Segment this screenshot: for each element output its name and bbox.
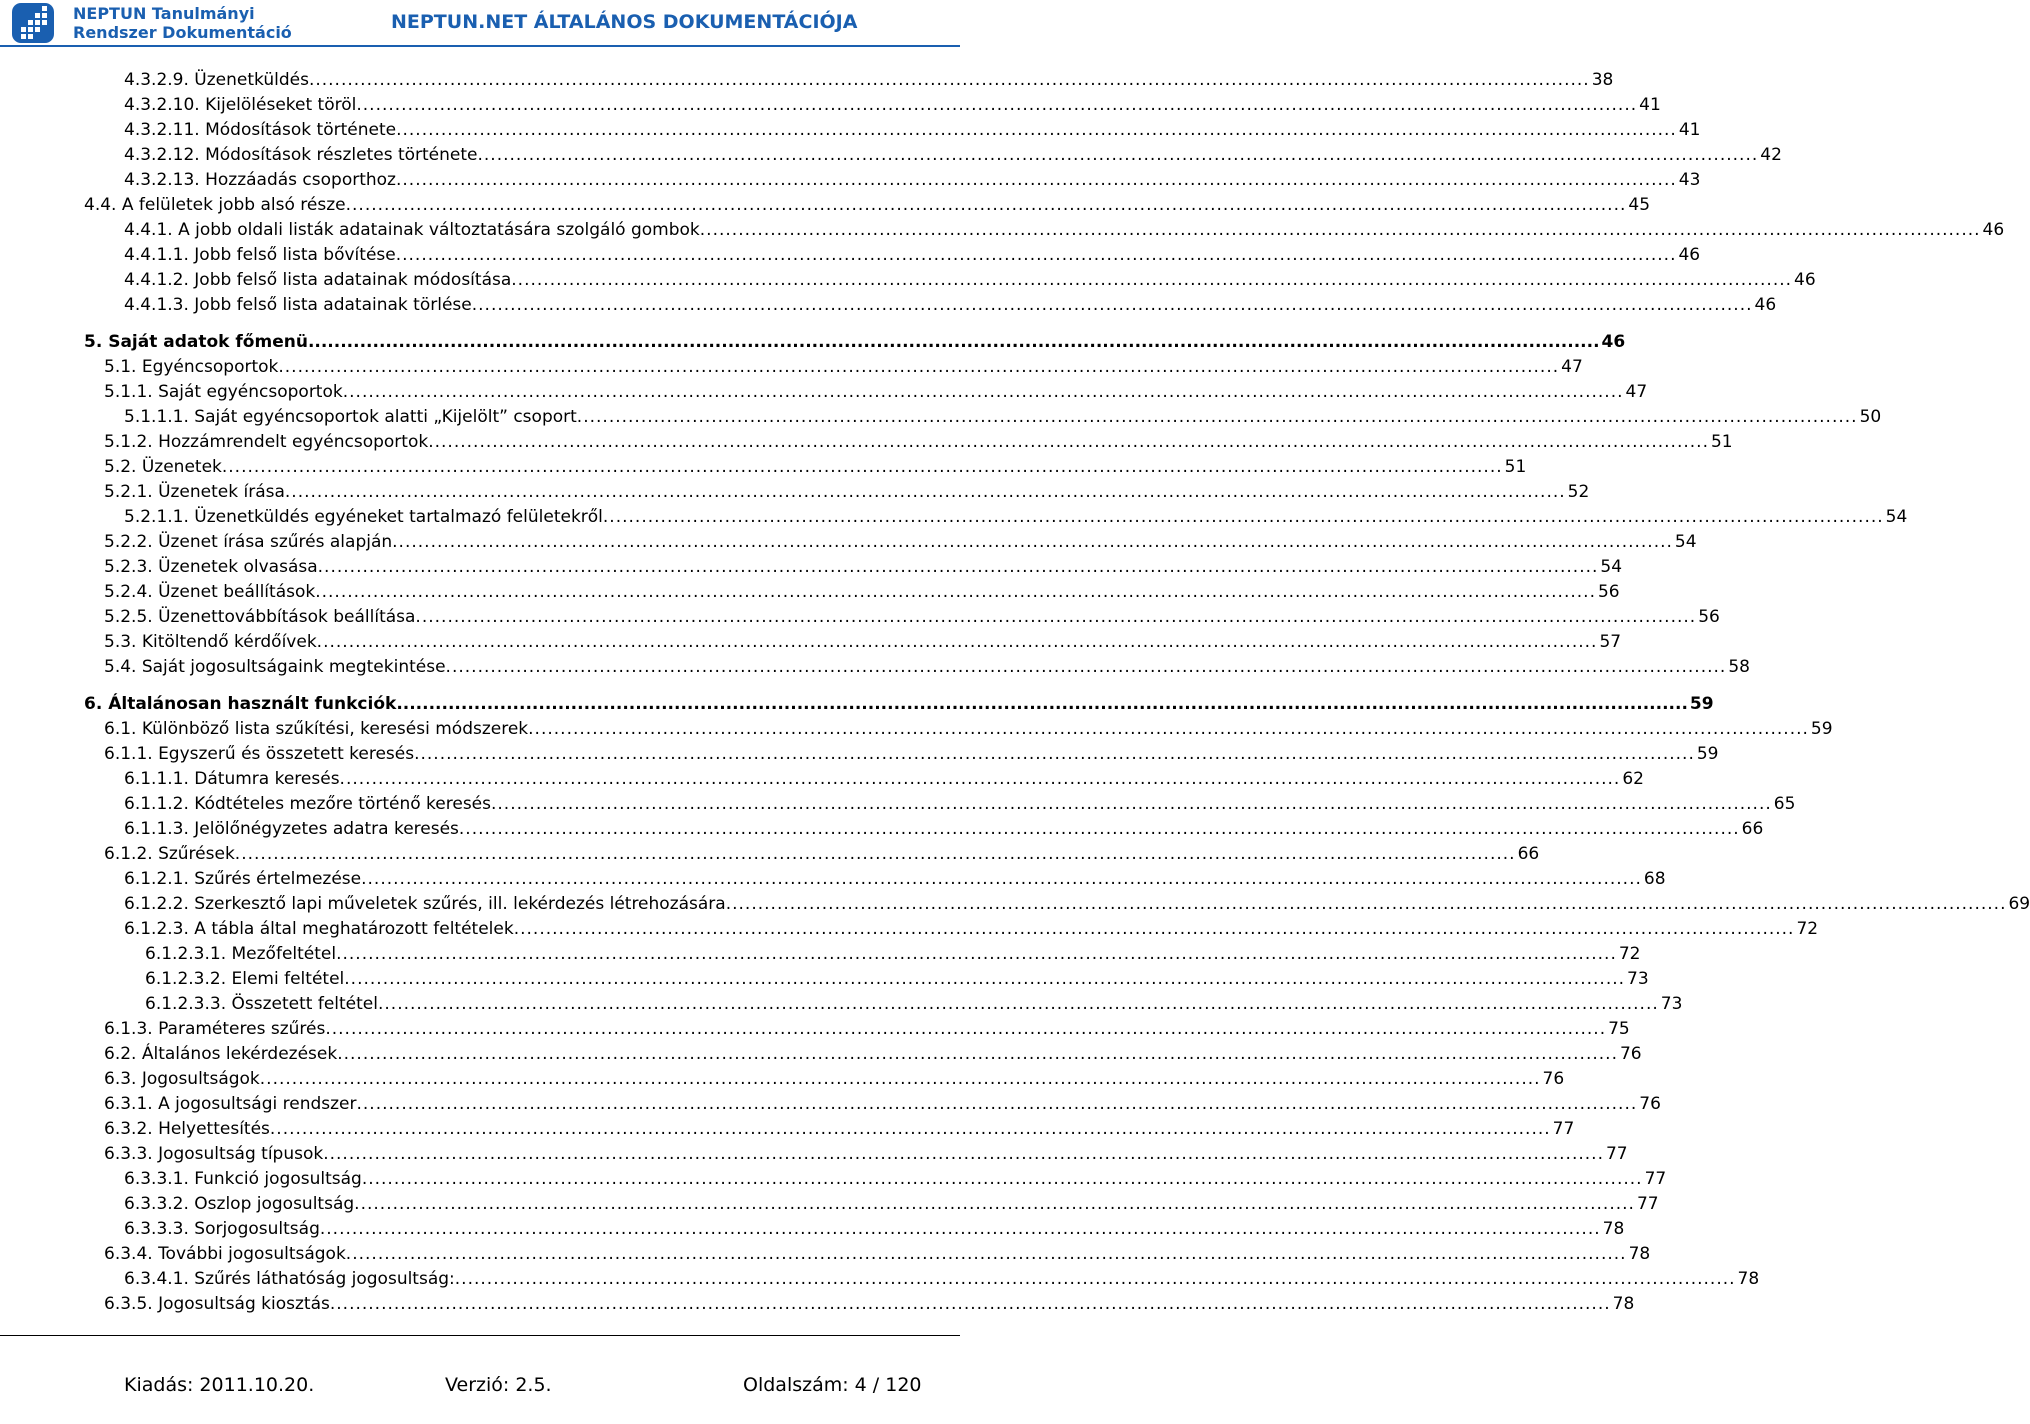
brand-line-2: Rendszer Dokumentáció [73,23,292,42]
footer-page-count: Oldalszám: 4 / 120 [743,1374,922,1396]
toc-entry[interactable] [104,430,1733,454]
toc-entry-page: 52 [1567,482,1590,502]
toc-entry-page: 54 [1600,557,1623,577]
toc-entry-label: 5. Saját adatok főmenü [84,332,308,352]
toc-entry[interactable] [124,867,1666,891]
toc-entry[interactable] [104,1042,1642,1066]
toc-entry-label: 5.3. Kitöltendő kérdőívek [104,632,317,652]
toc-entry[interactable] [124,817,1764,841]
toc-dot-leader: ........................................................................................................................................................................................................ [234,844,1516,864]
toc-entry[interactable] [145,942,1641,966]
toc-entry[interactable] [104,1292,1635,1316]
toc-dot-leader: ........................................................................................................................................................................................................ [339,769,1621,789]
toc-entry-label: 4.4.1.1. Jobb felső lista bővítése [124,245,396,265]
toc-entry[interactable] [104,530,1697,554]
toc-entry-label: 5.1.1.1. Saját egyéncsoportok alatti „Kijelölt” csoport [124,407,577,427]
toc-entry[interactable] [104,1067,1565,1091]
brand-title [73,4,292,42]
toc-dot-leader: ........................................................................................................................................................................................................ [513,919,1795,939]
toc-entry-label: 5.2.2. Üzenet írása szűrés alapján [104,532,393,552]
toc-entry-page: 51 [1504,457,1527,477]
toc-entry-label: 5.2.1. Üzenetek írása [104,482,285,502]
toc-entry[interactable] [124,1167,1667,1191]
toc-entry-label: 6.3. Jogosultságok [104,1069,260,1089]
toc-dot-leader: ........................................................................................................................................................................................................ [356,95,1638,115]
toc-dot-leader: ........................................................................................................................................................................................................ [269,1119,1551,1139]
toc-entry-page: 68 [1643,869,1666,889]
toc-entry-label: 4.3.2.11. Módosítások története [124,120,397,140]
toc-entry[interactable] [104,1017,1630,1041]
toc-entry-page: 47 [1625,382,1648,402]
toc-dot-leader: ........................................................................................................................................................................................................ [377,994,1659,1014]
toc-entry-label: 6.1.1. Egyszerű és összetett keresés [104,744,415,764]
toc-dot-leader: ........................................................................................................................................................................................................ [325,1019,1607,1039]
toc-entry-label: 5.1.1. Saját egyéncsoportok [104,382,343,402]
toc-entry-label: 4.4. A felületek jobb alsó része [84,195,346,215]
toc-dot-leader: ........................................................................................................................................................................................................ [344,969,1626,989]
toc-entry-page: 75 [1608,1019,1630,1039]
toc-entry-page: 47 [1561,357,1583,377]
toc-entry-label: 5.2. Üzenetek [104,457,222,477]
toc-entry-page: 77 [1644,1169,1667,1189]
toc-entry-page: 78 [1602,1219,1625,1239]
toc-entry-label: 6.1.2.3. A tábla által meghatározott feltételek [124,919,514,939]
toc-entry[interactable] [124,405,1882,429]
toc-entry-page: 54 [1674,532,1697,552]
toc-entry-label: 6.3.3.1. Funkció jogosultság [124,1169,362,1189]
toc-entry-label: 6.1.1.3. Jelölőnégyzetes adatra keresés [124,819,459,839]
toc-dot-leader: ........................................................................................................................................................................................................ [576,407,1858,427]
toc-entry[interactable] [104,1117,1575,1141]
toc-entry[interactable] [104,1142,1628,1166]
document-title: NEPTUN.NET ÁLTALÁNOS DOKUMENTÁCIÓJA [391,11,858,33]
toc-entry[interactable] [124,68,1614,92]
toc-entry-label: 6.3.4. További jogosultságok [104,1244,346,1264]
toc-entry-page: 78 [1628,1244,1651,1264]
toc-entry-label: 6.3.3.3. Sorjogosultság [124,1219,320,1239]
toc-entry-page: 46 [1601,332,1626,352]
toc-entry-page: 77 [1605,1144,1628,1164]
toc-entry[interactable] [104,842,1540,866]
toc-entry-label: 4.3.2.10. Kijelöléseket töröl [124,95,357,115]
toc-dot-leader: ........................................................................................................................................................................................................ [725,894,2007,914]
toc-entry-page: 56 [1597,582,1620,602]
toc-entry-page: 77 [1552,1119,1575,1139]
toc-entry-page: 73 [1660,994,1683,1014]
toc-entry[interactable] [124,293,1777,317]
toc-entry-label: 6.1.2.2. Szerkesztő lapi műveletek szűrés, ill. lekérdezés létrehozására [124,894,726,914]
toc-entry[interactable] [124,505,1908,529]
toc-dot-leader: ........................................................................................................................................................................................................ [342,382,1624,402]
toc-dot-leader: ........................................................................................................................................................................................................ [395,245,1677,265]
toc-entry[interactable] [124,243,1701,267]
toc-entry-label: 6.3.1. A jogosultsági rendszer [104,1094,357,1114]
toc-entry-label: 5.2.4. Üzenet beállítások [104,582,316,602]
toc-entry-page: 62 [1622,769,1644,789]
toc-entry-page: 59 [1689,694,1714,714]
toc-dot-leader: ........................................................................................................................................................................................................ [602,507,1884,527]
toc-entry-page: 46 [1794,270,1816,290]
toc-entry-page: 59 [1696,744,1719,764]
toc-entry[interactable] [104,630,1622,654]
toc-dot-leader: ........................................................................................................................................................................................................ [345,1244,1627,1264]
toc-entry-page: 54 [1885,507,1908,527]
toc-dot-leader: ........................................................................................................................................................................................................ [392,532,1673,552]
footer-divider [0,1335,960,1336]
toc-entry[interactable] [124,93,1661,117]
toc-dot-leader: ........................................................................................................................................................................................................ [354,1194,1635,1214]
toc-entry-page: 50 [1859,407,1882,427]
toc-entry-label: 5.2.1.1. Üzenetküldés egyéneket tartalmazó felületekről [124,507,603,527]
toc-dot-leader: ........................................................................................................................................................................................................ [316,632,1598,652]
toc-entry[interactable] [145,992,1683,1016]
toc-entry-label: 6.1.1.2. Kódtételes mezőre történő keresés [124,794,491,814]
toc-entry-label: 6.1.2.3.3. Összetett feltétel [145,994,378,1014]
toc-entry[interactable] [104,455,1527,479]
toc-entry-page: 59 [1810,719,1833,739]
toc-dot-leader: ........................................................................................................................................................................................................ [491,794,1772,814]
toc-entry-label: 6.3.4.1. Szűrés láthatóság jogosultság: [124,1269,455,1289]
toc-entry-label: 6.1.2.1. Szűrés értelmezése [124,869,362,889]
toc-entry[interactable] [84,692,1714,716]
toc-dot-leader: ........................................................................................................................................................................................................ [528,719,1809,739]
toc-dot-leader: ........................................................................................................................................................................................................ [458,819,1740,839]
toc-dot-leader: ........................................................................................................................................................................................................ [361,1169,1643,1189]
toc-dot-leader: ........................................................................................................................................................................................................ [337,1044,1618,1064]
toc-entry-label: 5.2.5. Üzenettovábbítások beállítása [104,607,416,627]
toc-entry-label: 5.2.3. Üzenetek olvasása [104,557,318,577]
toc-entry-label: 5.1.2. Hozzámrendelt egyéncsoportok [104,432,429,452]
toc-entry[interactable] [124,1217,1625,1241]
toc-entry-page: 77 [1636,1194,1659,1214]
toc-entry[interactable] [124,1267,1760,1291]
toc-entry-page: 58 [1728,657,1750,677]
toc-dot-leader: ........................................................................................................................................................................................................ [361,869,1642,889]
toc-dot-leader: ........................................................................................................................................................................................................ [315,582,1596,602]
toc-entry-page: 78 [1612,1294,1635,1314]
page-header [0,0,960,47]
toc-dot-leader: ........................................................................................................................................................................................................ [396,120,1677,140]
toc-dot-leader: ........................................................................................................................................................................................................ [395,170,1677,190]
toc-entry[interactable] [104,605,1720,629]
toc-dot-leader: ........................................................................................................................................................................................................ [477,145,1759,165]
toc-entry[interactable] [124,218,2005,242]
toc-entry-page: 41 [1678,120,1701,140]
header-divider [0,45,960,47]
toc-entry-label: 6.2. Általános lekérdezések [104,1044,338,1064]
toc-entry-page: 76 [1639,1094,1661,1114]
toc-dot-leader: ........................................................................................................................................................................................................ [396,694,1688,714]
toc-entry-page: 56 [1698,607,1720,627]
toc-dot-leader: ........................................................................................................................................................................................................ [699,220,1981,240]
toc-dot-leader: ........................................................................................................................................................................................................ [221,457,1503,477]
toc-entry-page: 65 [1773,794,1796,814]
footer-issue-date: Kiadás: 2011.10.20. [124,1374,315,1396]
toc-entry[interactable] [104,380,1648,404]
toc-dot-leader: ........................................................................................................................................................................................................ [323,1144,1604,1164]
toc-entry-page: 46 [1754,295,1777,315]
toc-entry[interactable] [104,742,1719,766]
toc-dot-leader: ........................................................................................................................................................................................................ [329,1294,1611,1314]
toc-entry-page: 66 [1517,844,1540,864]
toc-entry[interactable] [104,480,1590,504]
toc-entry[interactable] [124,168,1701,192]
toc-entry[interactable] [124,268,1816,292]
toc-entry-page: 45 [1628,195,1651,215]
toc-entry-label: 6.3.2. Helyettesítés [104,1119,270,1139]
toc-entry-label: 4.3.2.9. Üzenetküldés [124,70,309,90]
toc-entry[interactable] [104,555,1623,579]
toc-entry-label: 6.1.1.1. Dátumra keresés [124,769,340,789]
toc-dot-leader: ........................................................................................................................................................................................................ [345,195,1627,215]
toc-dot-leader: ........................................................................................................................................................................................................ [307,332,1600,352]
footer-version: Verzió: 2.5. [445,1374,552,1396]
toc-entry-page: 41 [1639,95,1661,115]
toc-entry-page: 73 [1627,969,1649,989]
toc-entry[interactable] [145,967,1649,991]
toc-entry[interactable] [124,118,1701,142]
toc-entry-page: 57 [1599,632,1622,652]
toc-entry[interactable] [84,193,1651,217]
toc-dot-leader: ........................................................................................................................................................................................................ [317,557,1599,577]
toc-entry-label: 4.4.1. A jobb oldali listák adatainak változtatására szolgáló gombok [124,220,700,240]
toc-entry-page: 38 [1591,70,1614,90]
toc-dot-leader: ........................................................................................................................................................................................................ [415,607,1697,627]
toc-entry[interactable] [124,917,1819,941]
toc-entry-label: 6.1. Különböző lista szűkítési, keresési módszerek [104,719,529,739]
toc-entry-page: 46 [1982,220,2005,240]
toc-entry-page: 69 [2008,894,2030,914]
toc-dot-leader: ........................................................................................................................................................................................................ [319,1219,1601,1239]
toc-dot-leader: ........................................................................................................................................................................................................ [445,657,1727,677]
toc-dot-leader: ........................................................................................................................................................................................................ [414,744,1695,764]
toc-entry-label: 6.1.2.3.2. Elemi feltétel [145,969,345,989]
toc-entry-label: 5.1. Egyéncsoportok [104,357,279,377]
toc-entry-page: 42 [1760,145,1782,165]
toc-entry-page: 76 [1542,1069,1565,1089]
toc-entry[interactable] [124,143,1782,167]
toc-entry-label: 5.4. Saját jogosultságaink megtekintése [104,657,446,677]
toc-dot-leader: ........................................................................................................................................................................................................ [454,1269,1736,1289]
toc-dot-leader: ........................................................................................................................................................................................................ [259,1069,1541,1089]
toc-entry-label: 6.1.3. Paraméteres szűrés [104,1019,326,1039]
toc-entry[interactable] [104,1092,1661,1116]
toc-entry-label: 4.3.2.13. Hozzáadás csoporthoz [124,170,396,190]
toc-dot-leader: ........................................................................................................................................................................................................ [284,482,1566,502]
toc-entry-label: 6.1.2.3.1. Mezőfeltétel [145,944,337,964]
toc-entry[interactable] [124,767,1644,791]
toc-entry[interactable] [104,580,1620,604]
toc-entry-label: 6. Általánosan használt funkciók [84,694,397,714]
toc-entry-label: 6.3.5. Jogosultság kiosztás [104,1294,330,1314]
brand-line-1: NEPTUN Tanulmányi [73,4,255,23]
toc-dot-leader: ........................................................................................................................................................................................................ [336,944,1617,964]
toc-entry-page: 66 [1741,819,1764,839]
toc-entry-label: 6.3.3.2. Oszlop jogosultság [124,1194,355,1214]
toc-dot-leader: ........................................................................................................................................................................................................ [428,432,1709,452]
toc-entry-page: 43 [1678,170,1701,190]
toc-entry-page: 72 [1618,944,1641,964]
toc-entry-page: 78 [1737,1269,1760,1289]
toc-entry-page: 76 [1619,1044,1642,1064]
toc-entry[interactable] [124,1192,1659,1216]
toc-entry-label: 6.3.3. Jogosultság típusok [104,1144,324,1164]
toc-entry-label: 4.4.1.2. Jobb felső lista adatainak módosítása [124,270,512,290]
neptun-logo-icon [12,3,54,43]
toc-entry[interactable] [104,1242,1651,1266]
toc-entry[interactable] [104,717,1833,741]
toc-dot-leader: ........................................................................................................................................................................................................ [471,295,1753,315]
toc-dot-leader: ........................................................................................................................................................................................................ [511,270,1793,290]
toc-entry-page: 46 [1678,245,1701,265]
toc-entry-page: 51 [1710,432,1733,452]
toc-entry-page: 72 [1796,919,1819,939]
toc-entry-label: 4.3.2.12. Módosítások részletes története [124,145,478,165]
toc-dot-leader: ........................................................................................................................................................................................................ [278,357,1560,377]
toc-entry[interactable] [104,655,1750,679]
toc-dot-leader: ........................................................................................................................................................................................................ [308,70,1590,90]
toc-entry[interactable] [104,355,1583,379]
toc-entry[interactable] [84,330,1626,354]
toc-entry-label: 6.1.2. Szűrések [104,844,235,864]
toc-entry[interactable] [124,892,2030,916]
toc-entry[interactable] [124,792,1796,816]
toc-entry-label: 4.4.1.3. Jobb felső lista adatainak törlése [124,295,472,315]
toc-dot-leader: ........................................................................................................................................................................................................ [356,1094,1638,1114]
